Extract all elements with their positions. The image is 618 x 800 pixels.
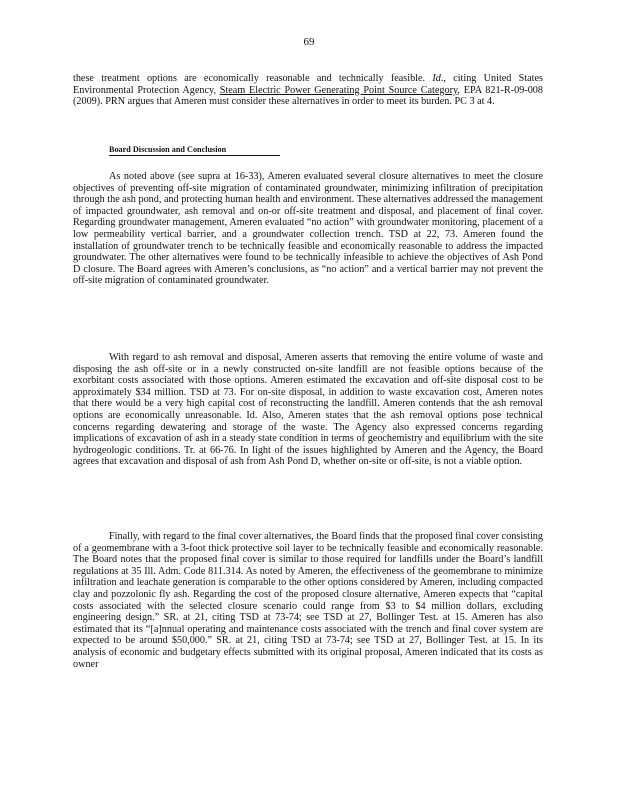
paragraph-groundwater — [73, 171, 543, 287]
intro-paragraph — [73, 73, 543, 108]
intro-text-mid: ., citing United States Environmental Protection Agency, — [73, 73, 543, 96]
paragraph-text: As noted above (see supra at 16-33), Ameren evaluated several closure alternatives to meet the closure objectives of preventing off-site migration of contaminated groundwater, minimizing infiltration of precipitation through the ash pond, and protecting human health and environment. These alternatives addressed the management of impacted groundwater, ash removal and on-or off-site treatment and disposal, and placement of final cover. Regarding groundwater management, Ameren evaluated “no action” with groundwater monitoring, placement of a low permeability vertical barrier, and a groundwater collection trench. TSD at 22, 73. Ameren found the installation of groundwater trench to be technically feasible and economically reasonable to address the impacted groundwater. The other alternatives were found to be technically infeasible to achieve the objectives of Ash Pond D closure. The Board agrees with Ameren’s conclusions, as “no action” and a vertical barrier may not prevent the off-site migration of contaminated groundwater. — [73, 171, 543, 287]
paragraph-text: Finally, with regard to the final cover alternatives, the Board finds that the proposed final cover consisting of a geomembrane with a 3-foot thick protective soil layer to be technically feasible and economically reasonable. The Board notes that the proposed final cover is similar to those required for landfills under the Board’s landfill regulations at 35 Ill. Adm. Code 811.314. As noted by Ameren, the effectiveness of the geomembrane to minimize infiltration and leachate generation is comparable to the other options considered by Ameren, including compacted clay and pozzolonic fly ash. Regarding the cost of the proposed closure alternative, Ameren expects that “capital costs associated with the selected closure scenario could range from $3 to $4 million dollars, excluding engineering design.” SR. at 21, citing TSD at 73-74; see TSD at 27, Bollinger Test. at 15. Ameren has also estimated that its “[a]nnual operating and maintenance costs associated with the trench and final cover system are expected to be around $50,000.” SR. at 21, citing TSD at 73-74; see TSD at 27, Bollinger Test. at 15. In its analysis of economic and budgetary effects submitted with its original proposal, Ameren indicated that its costs as owner — [73, 531, 543, 670]
intro-text-after: , EPA 821-R-09-008 (2009). PRN argues that Ameren must consider these alternatives in order to meet its burden. PC 3 at 4. — [73, 84, 543, 108]
page-number: 69 — [303, 36, 315, 48]
underlined-title: Steam Electric Power Generating Point Source Category — [219, 84, 458, 96]
section-heading: Board Discussion and Conclusion — [109, 145, 280, 156]
id-citation: Id — [432, 73, 441, 84]
paragraph-text: With regard to ash removal and disposal, Ameren asserts that removing the entire volume of waste and disposing the ash off-site or in a newly constructed on-site landfill are not feasible options because of the exorbitant costs associated with those options. Ameren estimated the excavation and off-site disposal cost to be approximately $34 million. TSD at 73. For on-site disposal, in addition to waste excavation cost, Ameren notes that there would be a very high capital cost of reconstructing the landfill. Ameren contends that the ash removal options are economically unreasonable. Id. Also, Ameren states that the ash removal options pose technical concerns regarding dewatering and storage of the waste. The Agency also expressed concerns regarding implications of excavation of ash in a steady state condition in terms of geochemistry and equilibrium with the site hydrogeologic conditions. Tr. at 66-76. In light of the issues highlighted by Ameren and the Agency, the Board agrees that excavation and disposal of ash from Ash Pond D, whether on-site or off-site, is not a viable option. — [73, 352, 543, 468]
intro-text-before: these treatment options are economically reasonable and technically feasible. — [73, 73, 433, 84]
paragraph-final-cover — [73, 531, 543, 670]
paragraph-ash-removal — [73, 352, 543, 468]
